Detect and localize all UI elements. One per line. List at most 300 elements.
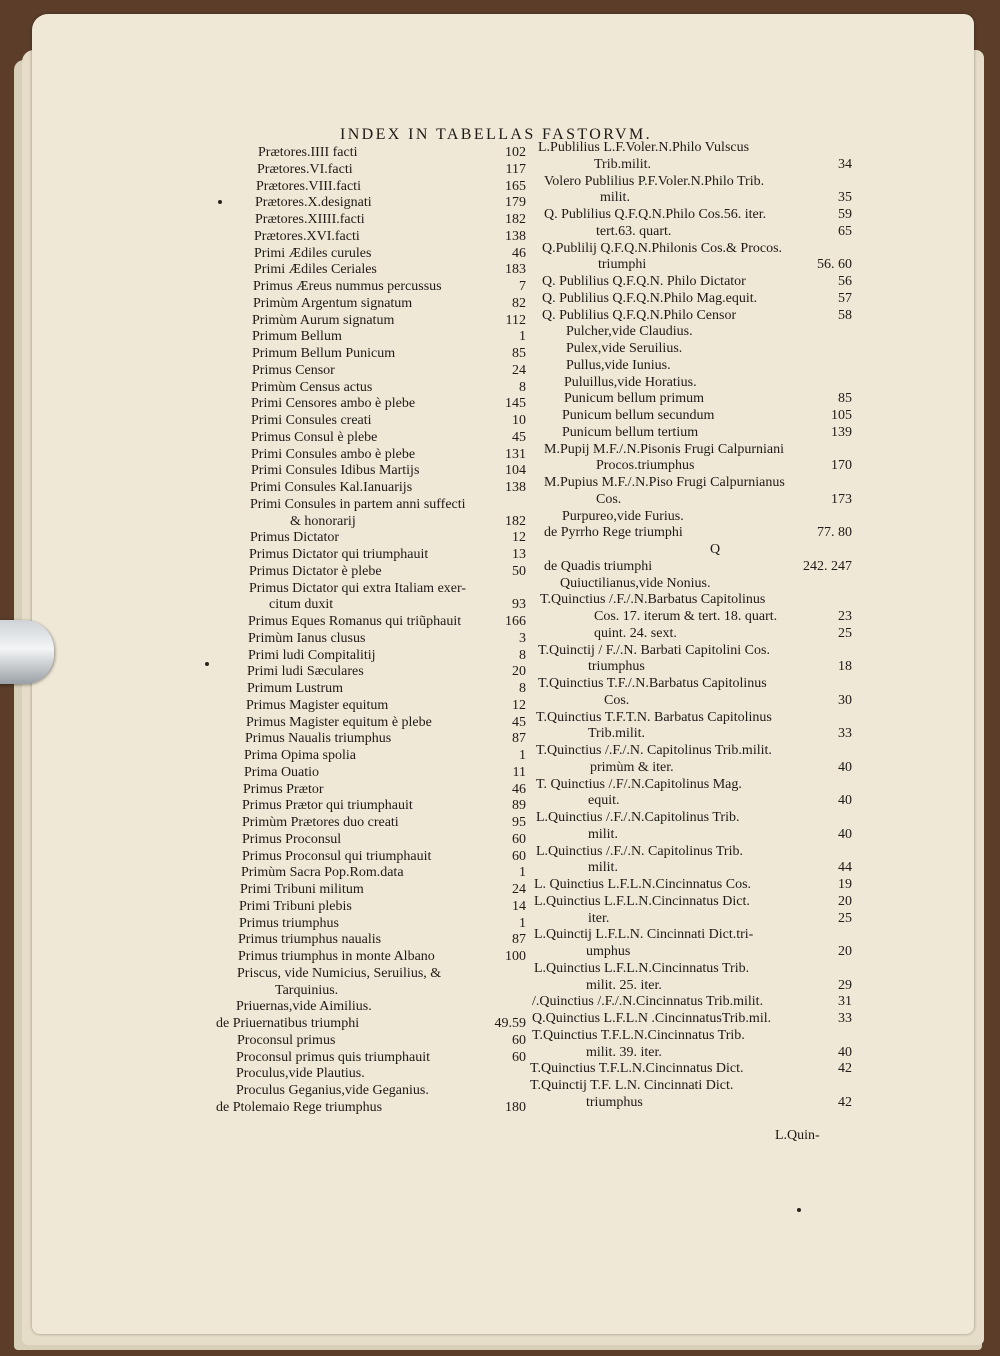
entry-text: equit. xyxy=(588,793,620,809)
entry-text: Punicum bellum primum xyxy=(564,391,704,407)
index-entry xyxy=(530,944,860,961)
entry-page-number: 40 xyxy=(838,826,852,842)
entry-text: Primi Censores ambo è plebe xyxy=(251,396,416,412)
entry-page-number: 59 xyxy=(838,207,852,222)
entry-text: milit. 39. iter. xyxy=(586,1044,662,1060)
index-entry xyxy=(530,961,860,978)
entry-page-number: 46 xyxy=(512,245,526,261)
index-entry xyxy=(216,430,526,447)
index-entry xyxy=(530,860,860,877)
entry-text: Primi Tribuni militum xyxy=(240,882,364,897)
entry-text: T.Quinctius T.F./.N.Barbatus Capitolinus xyxy=(538,676,767,691)
index-entry xyxy=(530,341,860,358)
entry-page-number: 12 xyxy=(512,697,526,713)
index-entry xyxy=(216,1100,526,1117)
entry-text: Primus triumphus naualis xyxy=(238,932,382,948)
entry-page-number: 25 xyxy=(838,910,852,926)
entry-page-number: 165 xyxy=(505,178,526,194)
index-entry xyxy=(216,380,526,397)
entry-text: Primi Tribuni plebis xyxy=(239,898,352,914)
entry-text: milit. 25. iter. xyxy=(586,977,662,993)
entry-page-number: 56 xyxy=(838,274,852,289)
index-entry xyxy=(216,514,526,531)
index-entry xyxy=(530,525,860,542)
index-entry xyxy=(216,1016,526,1033)
entry-text: Proconsul primus xyxy=(237,1032,336,1048)
entry-page-number: 24 xyxy=(512,362,526,378)
index-entry xyxy=(530,140,860,157)
entry-page-number: 3 xyxy=(519,630,526,646)
index-entry xyxy=(216,246,526,263)
entry-text: Primus Consul è plebe xyxy=(251,429,378,445)
entry-text: Prima Ouatio xyxy=(244,764,320,780)
entry-text: umphus xyxy=(586,944,631,959)
entry-text: Punicum bellum secundum xyxy=(562,408,715,423)
entry-text: Prima Opima spolia xyxy=(244,748,356,763)
entry-page-number: 179 xyxy=(505,195,526,211)
entry-page-number: 180 xyxy=(505,1099,526,1115)
ink-speck xyxy=(797,1208,801,1212)
entry-page-number: 45 xyxy=(512,429,526,445)
entry-page-number: 87 xyxy=(512,932,526,948)
entry-text: Q.Quinctius L.F.L.N .CincinnatusTrib.mil. xyxy=(532,1011,772,1026)
index-entry xyxy=(216,798,526,815)
index-column-right xyxy=(530,140,860,1112)
entry-text: Primus Æreus nummus percussus xyxy=(253,279,442,294)
entry-page-number: 242. 247 xyxy=(803,558,852,574)
index-entry xyxy=(530,626,860,643)
index-entry xyxy=(530,391,860,408)
entry-page-number: 25 xyxy=(838,625,852,641)
entry-text: Priscus, vide Numicius, Seruilius, & xyxy=(237,965,442,981)
entry-page-number: 93 xyxy=(512,597,526,613)
entry-text: Primum Lustrum xyxy=(247,681,344,696)
entry-text: de Priuernatibus triumphi xyxy=(216,1016,360,1031)
entry-page-number: 24 xyxy=(512,882,526,897)
index-entry xyxy=(216,1033,526,1050)
entry-text: Primus triumphus xyxy=(239,915,339,931)
entry-text: Primi Ædiles Ceriales xyxy=(254,262,377,278)
entry-text: iter. xyxy=(588,910,610,926)
index-entry xyxy=(216,547,526,564)
index-entry xyxy=(216,815,526,832)
entry-text: M.Pupius M.F./.N.Piso Frugi Calpurnianus xyxy=(544,475,785,490)
index-entry xyxy=(530,743,860,760)
entry-page-number: 29 xyxy=(838,977,852,993)
entry-page-number: 35 xyxy=(838,190,852,206)
index-entry xyxy=(530,693,860,710)
index-entry xyxy=(530,1045,860,1062)
entry-page-number: 7 xyxy=(519,279,526,294)
entry-text: T. Quinctius /.F/.N.Capitolinus Mag. xyxy=(536,776,742,792)
entry-text: T.Quinctius T.F.L.N.Cincinnatus Trib. xyxy=(532,1027,745,1043)
entry-text: Puluillus,vide Horatius. xyxy=(564,374,697,390)
entry-page-number: 49.59 xyxy=(494,1016,526,1031)
index-entry xyxy=(216,1066,526,1083)
index-entry xyxy=(216,329,526,346)
index-entry xyxy=(216,899,526,916)
entry-text: Primi Consules in partem anni suffecti xyxy=(250,496,466,512)
entry-page-number: 46 xyxy=(512,781,526,797)
entry-text: Prætores.VIII.facti xyxy=(256,178,361,194)
index-entry xyxy=(216,916,526,933)
index-entry xyxy=(530,927,860,944)
entry-text: Primi Consules Kal.Ianuarijs xyxy=(250,480,413,495)
index-entry xyxy=(216,296,526,313)
index-entry xyxy=(216,195,526,212)
entry-text: Primus Dictator qui triumphauit xyxy=(249,547,429,562)
index-entry xyxy=(216,832,526,849)
entry-text: Trib.milit. xyxy=(594,156,652,172)
index-entry xyxy=(530,224,860,241)
entry-page-number: 60 xyxy=(512,1032,526,1048)
entry-page-number: 60 xyxy=(512,848,526,864)
entry-text: Primus Dictator è plebe xyxy=(249,563,382,579)
entry-text: de Pyrrho Rege triumphi xyxy=(544,525,683,541)
index-entry xyxy=(530,157,860,174)
entry-text: Primi Consules Idibus Martijs xyxy=(251,463,420,479)
index-entry xyxy=(530,793,860,810)
index-entry xyxy=(216,983,526,1000)
catchword: L.Quin- xyxy=(775,1128,820,1143)
entry-text: Prætores.XVI.facti xyxy=(254,228,360,244)
index-entry xyxy=(530,274,860,291)
index-entry xyxy=(530,308,860,325)
entry-page-number: 8 xyxy=(519,647,526,663)
index-entry xyxy=(530,442,860,459)
running-header: INDEX IN TABELLAS FASTORVM. xyxy=(340,126,653,143)
entry-page-number: 131 xyxy=(505,446,526,462)
entry-page-number: 30 xyxy=(838,692,852,708)
entry-page-number: 82 xyxy=(512,295,526,311)
entry-page-number: 112 xyxy=(505,312,526,328)
index-entry xyxy=(530,609,860,626)
ink-speck xyxy=(205,662,209,666)
index-entry xyxy=(530,978,860,995)
entry-text: Primi ludi Sæculares xyxy=(247,664,364,680)
index-entry xyxy=(530,659,860,676)
index-entry xyxy=(216,949,526,966)
entry-page-number: 40 xyxy=(838,793,852,809)
entry-page-number: 33 xyxy=(838,1011,852,1026)
entry-page-number: 117 xyxy=(505,161,526,177)
index-entry xyxy=(530,174,860,191)
index-entry xyxy=(530,542,860,559)
index-entry xyxy=(216,765,526,782)
entry-text: Cos. xyxy=(604,692,630,708)
entry-text: Primùm Aurum signatum xyxy=(252,312,395,328)
entry-page-number: 10 xyxy=(512,413,526,428)
entry-text: L.Quinctius L.F.L.N.Cincinnatus Dict. xyxy=(534,893,750,909)
entry-text: Q. Publilius Q.F.Q.N.Philo Censor xyxy=(542,307,737,323)
index-column-left xyxy=(216,145,526,1117)
entry-page-number: 77. 80 xyxy=(817,525,852,541)
entry-text: Q. Publilius Q.F.Q.N.Philo Cos.56. iter. xyxy=(544,207,767,222)
index-entry xyxy=(530,458,860,475)
entry-page-number: 56. 60 xyxy=(817,257,852,273)
entry-page-number: 182 xyxy=(505,513,526,529)
index-entry xyxy=(530,844,860,861)
entry-page-number: 60 xyxy=(512,1049,526,1065)
index-entry xyxy=(530,877,860,894)
entry-text: Primùm Argentum signatum xyxy=(253,295,413,311)
entry-page-number: 34 xyxy=(838,156,852,172)
entry-text: milit. xyxy=(600,190,630,206)
index-entry xyxy=(216,631,526,648)
entry-text: Primus Proconsul xyxy=(242,831,342,847)
entry-text: Primus Censor xyxy=(252,362,335,378)
index-entry xyxy=(530,408,860,425)
index-entry xyxy=(530,257,860,274)
index-entry xyxy=(530,676,860,693)
index-entry xyxy=(530,994,860,1011)
index-entry xyxy=(530,576,860,593)
index-entry xyxy=(530,1095,860,1112)
index-entry xyxy=(530,324,860,341)
entry-text: Pullus,vide Iunius. xyxy=(566,357,671,373)
index-entry xyxy=(530,492,860,509)
index-entry xyxy=(216,1050,526,1067)
entry-text: Primum Bellum xyxy=(252,329,342,345)
entry-text: T.Quinctij / F./.N. Barbati Capitolini Cos. xyxy=(538,642,770,658)
entry-text: L.Quinctius /.F./.N.Capitolinus Trib. xyxy=(536,810,740,825)
index-entry xyxy=(216,413,526,430)
entry-text: Purpureo,vide Furius. xyxy=(562,508,684,524)
entry-page-number: 145 xyxy=(505,396,526,412)
index-entry xyxy=(530,375,860,392)
index-entry xyxy=(530,1078,860,1095)
entry-text: Q. Publilius Q.F.Q.N. Philo Dictator xyxy=(542,274,746,289)
index-entry xyxy=(530,827,860,844)
index-entry xyxy=(216,849,526,866)
entry-page-number: 65 xyxy=(838,223,852,239)
index-entry xyxy=(530,894,860,911)
entry-page-number: 95 xyxy=(512,815,526,830)
entry-text: Pulex,vide Seruilius. xyxy=(566,341,683,356)
entry-text: Tarquinius. xyxy=(275,982,339,998)
entry-page-number: 23 xyxy=(838,609,852,624)
index-entry xyxy=(216,681,526,698)
index-entry xyxy=(530,358,860,375)
index-entry xyxy=(216,179,526,196)
entry-page-number: 85 xyxy=(838,391,852,407)
index-entry xyxy=(216,313,526,330)
index-entry xyxy=(216,279,526,296)
index-entry xyxy=(216,698,526,715)
index-entry xyxy=(216,229,526,246)
entry-page-number: 14 xyxy=(512,898,526,914)
entry-page-number: 170 xyxy=(831,458,852,474)
entry-text: Primus Magister equitum xyxy=(246,697,389,713)
index-entry xyxy=(216,648,526,665)
page-clip xyxy=(0,620,54,684)
index-entry xyxy=(216,463,526,480)
entry-text: Primus Prætor qui triumphauit xyxy=(242,798,413,814)
entry-text: M.Pupij M.F./.N.Pisonis Frugi Calpurniani xyxy=(544,441,785,457)
index-entry xyxy=(216,782,526,799)
entry-page-number: 183 xyxy=(505,262,526,278)
entry-text: Primum Bellum Punicum xyxy=(252,346,396,361)
index-entry xyxy=(216,564,526,581)
entry-page-number: 87 xyxy=(512,731,526,747)
index-entry xyxy=(530,911,860,928)
index-entry xyxy=(216,932,526,949)
entry-page-number: 139 xyxy=(831,424,852,440)
entry-page-number: 42 xyxy=(838,1094,852,1110)
entry-page-number: 57 xyxy=(838,290,852,306)
entry-page-number: 31 xyxy=(838,994,852,1010)
entry-text: Primus Eques Romanus qui triũphauit xyxy=(248,614,462,629)
entry-text: Primus Dictator xyxy=(250,530,340,546)
index-entry xyxy=(530,760,860,777)
entry-page-number: 60 xyxy=(512,831,526,847)
index-entry xyxy=(216,748,526,765)
entry-text: Primi Consules creati xyxy=(251,413,372,428)
entry-text: Proculus,vide Plautius. xyxy=(236,1066,365,1082)
index-entry xyxy=(216,966,526,983)
entry-page-number: 40 xyxy=(838,1044,852,1060)
entry-text: & honorarij xyxy=(290,513,356,529)
entry-text: Primùm Sacra Pop.Rom.data xyxy=(241,865,404,881)
entry-text: primùm & iter. xyxy=(590,759,674,775)
entry-text: milit. xyxy=(588,826,618,842)
entry-text: Pulcher,vide Claudius. xyxy=(566,324,693,340)
entry-page-number: 102 xyxy=(505,145,526,160)
entry-page-number: 182 xyxy=(505,212,526,227)
index-entry xyxy=(216,715,526,732)
entry-page-number: 105 xyxy=(831,408,852,423)
index-entry xyxy=(530,810,860,827)
index-entry xyxy=(216,731,526,748)
entry-text: Volero Publilius P.F.Voler.N.Philo Trib. xyxy=(544,173,765,189)
index-entry xyxy=(530,710,860,727)
index-entry xyxy=(216,363,526,380)
index-entry xyxy=(530,643,860,660)
entry-text: L.Publilius L.F.Voler.N.Philo Vulscus xyxy=(538,140,750,155)
entry-page-number: 40 xyxy=(838,759,852,775)
index-entry xyxy=(530,509,860,526)
entry-text: triumphi xyxy=(598,257,647,273)
entry-text: de Quadis triumphi xyxy=(544,558,653,574)
index-entry xyxy=(530,777,860,794)
entry-text: quint. 24. sext. xyxy=(594,625,677,641)
entry-text: Q. Publilius Q.F.Q.N.Philo Mag.equit. xyxy=(542,290,758,306)
entry-text: Primùm Ianus clusus xyxy=(248,630,366,646)
entry-text: Primi ludi Compitalitij xyxy=(248,647,376,663)
entry-page-number: 45 xyxy=(512,714,526,730)
entry-text: triumphus xyxy=(586,1094,643,1110)
entry-text: /.Quinctius /.F./.N.Cincinnatus Trib.milit. xyxy=(532,994,764,1010)
index-entry xyxy=(216,530,526,547)
index-entry xyxy=(216,1083,526,1100)
index-entry xyxy=(216,162,526,179)
entry-page-number: 19 xyxy=(838,877,852,892)
entry-text: T.Quinctius /.F./.N.Barbatus Capitolinus xyxy=(540,592,766,608)
entry-text: Prætores.XIIII.facti xyxy=(255,212,365,227)
entry-page-number: 20 xyxy=(838,944,852,959)
entry-text: Proculus Geganius,vide Geganius. xyxy=(236,1083,429,1098)
index-entry xyxy=(216,614,526,631)
index-entry xyxy=(216,396,526,413)
entry-page-number: 8 xyxy=(519,379,526,395)
entry-text: L.Quinctius /.F./.N. Capitolinus Trib. xyxy=(536,843,743,859)
entry-text: Punicum bellum tertium xyxy=(562,424,699,440)
entry-text: T.Quinctius T.F.L.N.Cincinnatus Dict. xyxy=(530,1061,744,1077)
index-entry xyxy=(530,291,860,308)
entry-text: tert.63. quart. xyxy=(596,223,672,239)
entry-text: Primùm Census actus xyxy=(251,379,373,395)
index-entry xyxy=(530,1028,860,1045)
index-entry xyxy=(530,1061,860,1078)
index-entry xyxy=(530,726,860,743)
index-entry xyxy=(216,999,526,1016)
entry-page-number: 100 xyxy=(505,949,526,964)
entry-text: Primi Ædiles curules xyxy=(254,245,372,261)
entry-page-number: 166 xyxy=(505,614,526,629)
index-entry xyxy=(530,207,860,224)
index-entry xyxy=(216,497,526,514)
index-entry xyxy=(216,145,526,162)
entry-text: L.Quinctij L.F.L.N. Cincinnati Dict.tri- xyxy=(534,927,754,943)
entry-text: Primùm Prætores duo creati xyxy=(242,815,399,830)
index-entry xyxy=(216,597,526,614)
entry-page-number: 138 xyxy=(505,228,526,244)
index-entry xyxy=(216,262,526,279)
entry-page-number: 104 xyxy=(505,463,526,479)
entry-text: Prætores.X.designati xyxy=(255,195,372,211)
entry-page-number: 44 xyxy=(838,860,852,876)
entry-text: Cos. xyxy=(596,491,622,507)
entry-text: T.Quinctij T.F. L.N. Cincinnati Dict. xyxy=(530,1078,734,1093)
entry-text: Quiuctilianus,vide Nonius. xyxy=(560,575,711,591)
entry-text: citum duxit xyxy=(269,597,334,613)
entry-text: L.Quinctius L.F.L.N.Cincinnatus Trib. xyxy=(534,960,750,976)
index-entry xyxy=(216,664,526,681)
entry-text: Priuernas,vide Aimilius. xyxy=(236,999,372,1015)
entry-text: Q xyxy=(710,542,721,557)
entry-page-number: 1 xyxy=(519,915,526,931)
entry-text: Q.Publilij Q.F.Q.N.Philonis Cos.& Procos. xyxy=(542,240,783,256)
index-entry xyxy=(530,1011,860,1028)
entry-page-number: 173 xyxy=(831,491,852,507)
entry-text: Proconsul primus quis triumphauit xyxy=(236,1049,431,1065)
entry-text: Trib.milit. xyxy=(588,726,646,742)
entry-text: milit. xyxy=(588,860,618,876)
entry-page-number: 89 xyxy=(512,798,526,814)
entry-text: de Ptolemaio Rege triumphus xyxy=(216,1099,383,1115)
index-entry xyxy=(216,581,526,598)
index-entry xyxy=(216,447,526,464)
entry-page-number: 11 xyxy=(512,764,526,780)
index-entry xyxy=(216,865,526,882)
entry-text: Prætores.VI.facti xyxy=(257,161,353,177)
entry-text: Primus triumphus in monte Albano xyxy=(238,949,435,964)
index-entry xyxy=(530,190,860,207)
entry-page-number: 20 xyxy=(838,893,852,909)
entry-page-number: 1 xyxy=(519,329,526,345)
entry-text: Cos. 17. iterum & tert. 18. quart. xyxy=(594,609,778,624)
entry-page-number: 12 xyxy=(512,530,526,546)
entry-page-number: 42 xyxy=(838,1061,852,1077)
entry-page-number: 1 xyxy=(519,748,526,763)
index-entry xyxy=(530,475,860,492)
index-entry xyxy=(216,480,526,497)
entry-page-number: 1 xyxy=(519,865,526,881)
entry-text: Primus Magister equitum è plebe xyxy=(246,714,432,730)
entry-text: Procos.triumphus xyxy=(596,458,695,474)
entry-text: L. Quinctius L.F.L.N.Cincinnatus Cos. xyxy=(534,877,752,892)
entry-text: Primi Consules ambo è plebe xyxy=(251,446,416,462)
